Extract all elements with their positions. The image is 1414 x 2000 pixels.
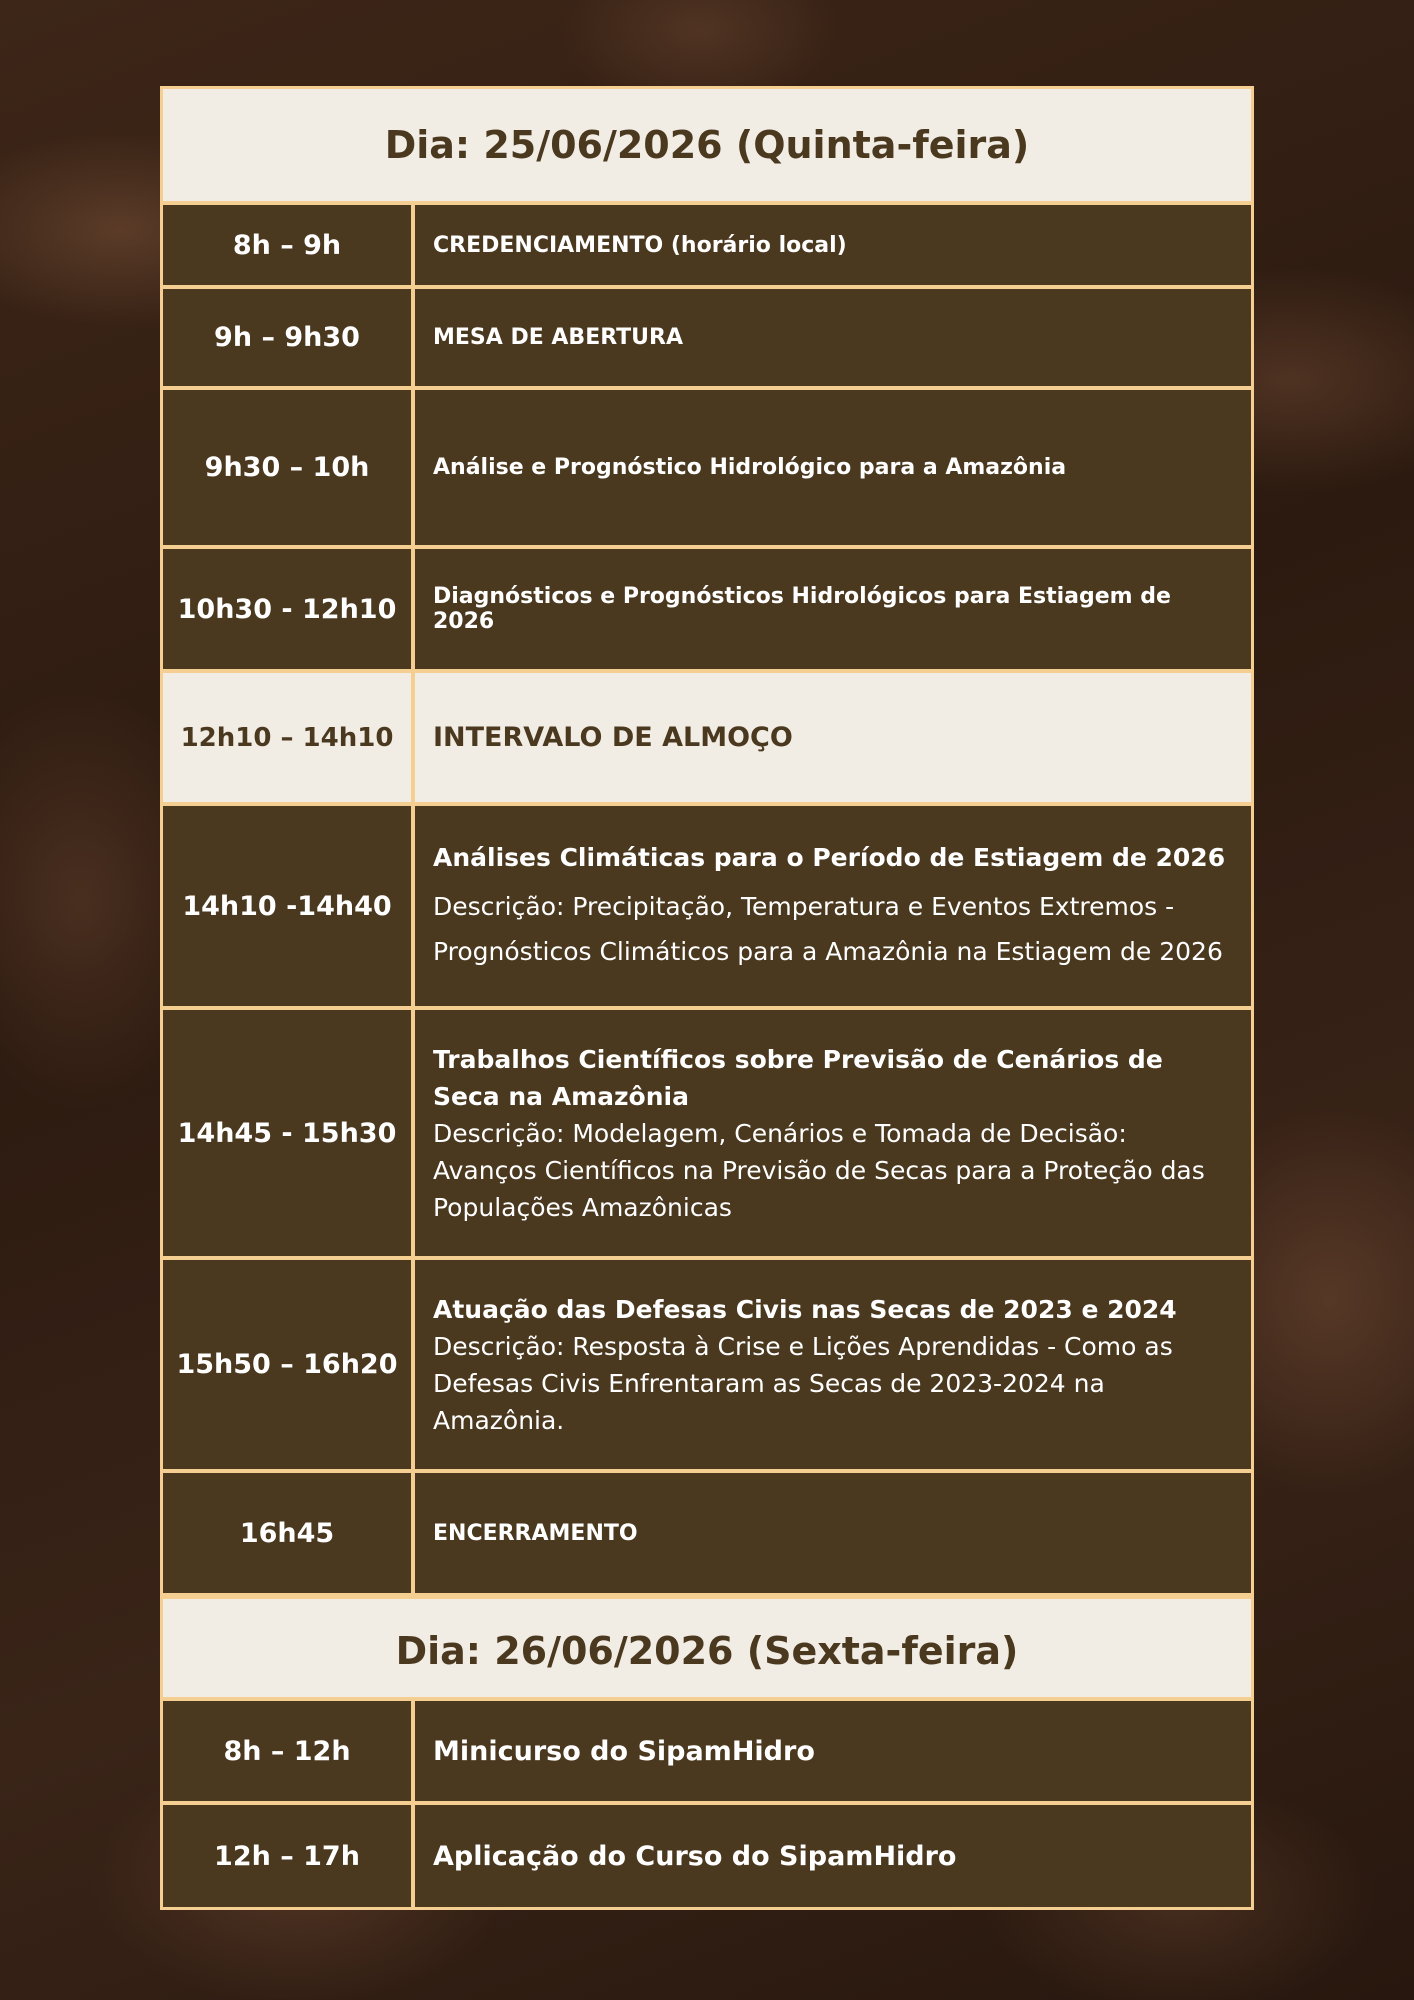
activity-cell xyxy=(415,1473,1251,1593)
activity-title: Aplicação do Curso do SipamHidro xyxy=(433,1840,957,1872)
activity-description: Descrição: Modelagem, Cenários e Tomada de Decisão: Avanços Científicos na Previsão de Secas para a Proteção das Populações Amazônicas xyxy=(433,1118,1205,1222)
activity-cell xyxy=(415,549,1251,669)
time-cell: 12h10 – 14h10 xyxy=(163,673,415,802)
schedule-row-encerramento xyxy=(163,1473,1251,1593)
activity-cell xyxy=(415,289,1251,386)
activity-cell xyxy=(415,1701,1251,1801)
time-cell: 8h – 12h xyxy=(163,1701,415,1801)
activity-cell xyxy=(415,205,1251,285)
schedule-row-abertura xyxy=(163,289,1251,390)
schedule-row-analises-climaticas xyxy=(163,806,1251,1010)
time-cell: 15h50 – 16h20 xyxy=(163,1260,415,1469)
time-cell: 14h10 -14h40 xyxy=(163,806,415,1006)
time-cell: 8h – 9h xyxy=(163,205,415,285)
activity-cell xyxy=(415,1805,1251,1907)
schedule-row-minicurso xyxy=(163,1701,1251,1805)
activity-title: INTERVALO DE ALMOÇO xyxy=(433,722,793,753)
activity-cell xyxy=(415,390,1251,545)
schedule-row-trabalhos-cientificos xyxy=(163,1010,1251,1260)
time-cell: 12h – 17h xyxy=(163,1805,415,1907)
activity-cell xyxy=(415,806,1251,1006)
activity-title: MESA DE ABERTURA xyxy=(433,325,684,350)
day-header-1: Dia: 25/06/2026 (Quinta-feira) xyxy=(163,89,1251,205)
activity-title: Análises Climáticas para o Período de Estiagem de 2026 xyxy=(433,842,1226,872)
time-cell: 16h45 xyxy=(163,1473,415,1593)
schedule-row-aplicacao-curso xyxy=(163,1805,1251,1907)
activity-title: Diagnósticos e Prognósticos Hidrológicos para Estiagem de 2026 xyxy=(433,584,1171,634)
day-header-2: Dia: 26/06/2026 (Sexta-feira) xyxy=(163,1593,1251,1701)
schedule-row-credenciamento xyxy=(163,205,1251,289)
activity-cell xyxy=(415,673,1251,802)
schedule-row-analise-hidrologica xyxy=(163,390,1251,549)
activity-title: Minicurso do SipamHidro xyxy=(433,1735,815,1767)
activity-title: Atuação das Defesas Civis nas Secas de 2023 e 2024 xyxy=(433,1294,1177,1324)
schedule-row-diagnosticos xyxy=(163,549,1251,673)
time-cell: 9h – 9h30 xyxy=(163,289,415,386)
schedule-row-almoco xyxy=(163,673,1251,806)
activity-title: Trabalhos Científicos sobre Previsão de Cenários de Seca na Amazônia xyxy=(433,1044,1163,1111)
activity-title: Análise e Prognóstico Hidrológico para a Amazônia xyxy=(433,455,1067,480)
time-cell: 9h30 – 10h xyxy=(163,390,415,545)
schedule-table xyxy=(160,86,1254,1910)
time-cell: 14h45 - 15h30 xyxy=(163,1010,415,1256)
activity-cell xyxy=(415,1260,1251,1469)
time-cell: 10h30 - 12h10 xyxy=(163,549,415,669)
activity-title: ENCERRAMENTO xyxy=(433,1520,638,1546)
activity-description: Descrição: Resposta à Crise e Lições Aprendidas - Como as Defesas Civis Enfrentaram as Secas de 2023-2024 na Amazônia. xyxy=(433,1331,1173,1435)
schedule-row-defesas-civis xyxy=(163,1260,1251,1473)
activity-title: CREDENCIAMENTO (horário local) xyxy=(433,232,847,258)
activity-description: Descrição: Precipitação, Temperatura e Eventos Extremos - Prognósticos Climáticos para a Amazônia na Estiagem de 2026 xyxy=(433,891,1223,966)
activity-cell xyxy=(415,1010,1251,1256)
